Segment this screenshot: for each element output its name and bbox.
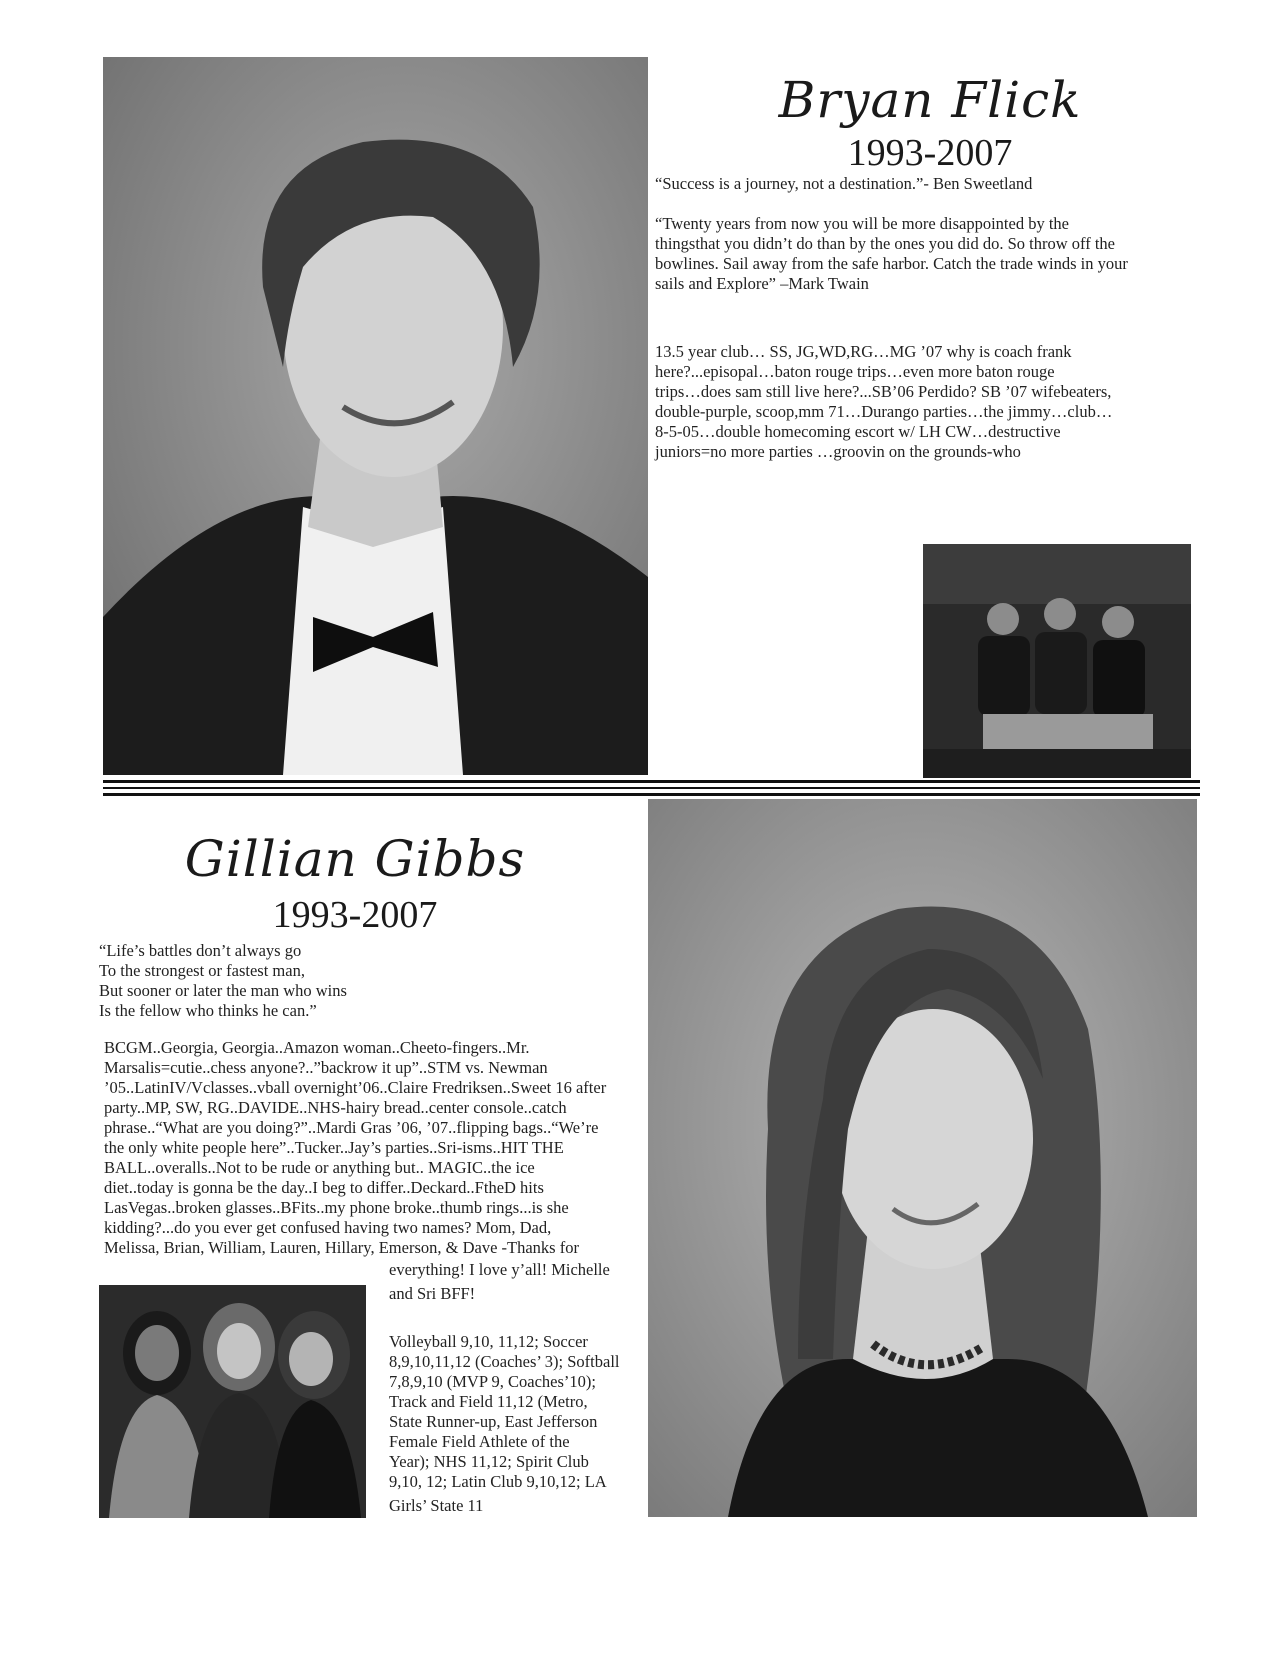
activities-gillian — [389, 1332, 654, 1516]
memories-line: the only white people here”..Tucker..Jay’s parties..Sri-isms..HIT THE — [104, 1138, 564, 1157]
quote-line: But sooner or later the man who wins — [99, 981, 347, 1000]
student-name-bryan: Bryan Flick — [778, 71, 1082, 129]
memories-gillian-tail — [389, 1258, 649, 1306]
activities-line: State Runner-up, East Jefferson — [389, 1412, 598, 1431]
memories-line: 8-5-05…double homecoming escort w/ LH CW…destructive — [655, 422, 1061, 441]
activities-line: Track and Field 11,12 (Metro, — [389, 1392, 588, 1411]
activities-line: 7,8,9,10 (MVP 9, Coaches’10); — [389, 1372, 596, 1391]
memories-line: diet..today is gonna be the day..I beg to differ..Deckard..FtheD hits — [104, 1178, 544, 1197]
quote-success: “Success is a journey, not a destination.”- Ben Sweetland — [655, 174, 1033, 193]
section-divider-line — [103, 793, 1200, 796]
bryan-portrait-photo — [103, 57, 648, 775]
memories-line: kidding?...do you ever get confused having two names? Mom, Dad, — [104, 1218, 552, 1237]
memories-gillian — [104, 1038, 644, 1258]
quote-line: “Life’s battles don’t always go — [99, 941, 302, 960]
activities-line: 9,10, 12; Latin Club 9,10,12; LA — [389, 1472, 607, 1491]
quote-twain-line: “Twenty years from now you will be more disappointed by the — [655, 214, 1069, 233]
memories-line: and Sri BFF! — [389, 1284, 476, 1303]
memories-line: party..MP, SW, RG..DAVIDE..NHS-hairy bread..center console..catch — [104, 1098, 567, 1117]
activities-line: 8,9,10,11,12 (Coaches’ 3); Softball — [389, 1352, 620, 1371]
student-name-gillian: Gillian Gibbs — [184, 830, 526, 888]
memories-line: BALL..overalls..Not to be rude or anything but.. MAGIC..the ice — [104, 1158, 535, 1177]
quote-twain — [655, 214, 1200, 294]
memories-bryan — [655, 342, 1200, 462]
memories-line: 13.5 year club… SS, JG,WD,RG…MG ’07 why is coach frank — [655, 342, 1072, 361]
memories-line: LasVegas..broken glasses..BFits..my phone broke..thumb rings...is she — [104, 1198, 569, 1217]
activities-line: Year); NHS 11,12; Spirit Club — [389, 1452, 589, 1471]
quote-line: To the strongest or fastest man, — [99, 961, 305, 980]
gillian-portrait-photo — [648, 799, 1197, 1517]
memories-line: Melissa, Brian, William, Lauren, Hillary, Emerson, & Dave -Thanks for — [104, 1238, 579, 1257]
friends-group-photo — [923, 544, 1191, 778]
activities-line: Female Field Athlete of the — [389, 1432, 570, 1451]
quote-life-battles — [99, 941, 499, 1021]
activities-line: Volleyball 9,10, 11,12; Soccer — [389, 1332, 588, 1351]
memories-line: trips…does sam still live here?...SB’06 Perdido? SB ’07 wifebeaters, — [655, 382, 1112, 401]
quote-twain-line: sails and Explore” –Mark Twain — [655, 274, 869, 293]
memories-line: ’05..LatinIV/Vclasses..vball overnight’06..Claire Fredriksen..Sweet 16 after — [104, 1078, 607, 1097]
quote-twain-line: thingsthat you didn’t do than by the ones you did do. So throw off the — [655, 234, 1115, 253]
memories-line: juniors=no more parties …groovin on the grounds-who — [655, 442, 1021, 461]
memories-line: double-purple, scoop,mm 71…Durango parties…the jimmy…club… — [655, 402, 1113, 421]
memories-line: phrase..“What are you doing?”..Mardi Gras ’06, ’07..flipping bags..“We’re — [104, 1118, 599, 1137]
memories-line: here?...episopal…baton rouge trips…even more baton rouge — [655, 362, 1055, 381]
memories-line: everything! I love y’all! Michelle — [389, 1260, 610, 1279]
activities-line: Girls’ State 11 — [389, 1496, 484, 1515]
girls-group-photo — [99, 1285, 366, 1518]
memories-line: Marsalis=cutie..chess anyone?..”backrow it up”..STM vs. Newman — [104, 1058, 548, 1077]
memories-line: BCGM..Georgia, Georgia..Amazon woman..Cheeto-fingers..Mr. — [104, 1038, 530, 1057]
years-gillian: 1993-2007 — [272, 894, 438, 936]
quote-line: Is the fellow who thinks he can.” — [99, 1001, 317, 1020]
quote-twain-line: bowlines. Sail away from the safe harbor. Catch the trade winds in your — [655, 254, 1128, 273]
section-divider-line — [103, 787, 1200, 789]
years-bryan: 1993-2007 — [847, 132, 1013, 174]
section-divider-line — [103, 780, 1200, 783]
